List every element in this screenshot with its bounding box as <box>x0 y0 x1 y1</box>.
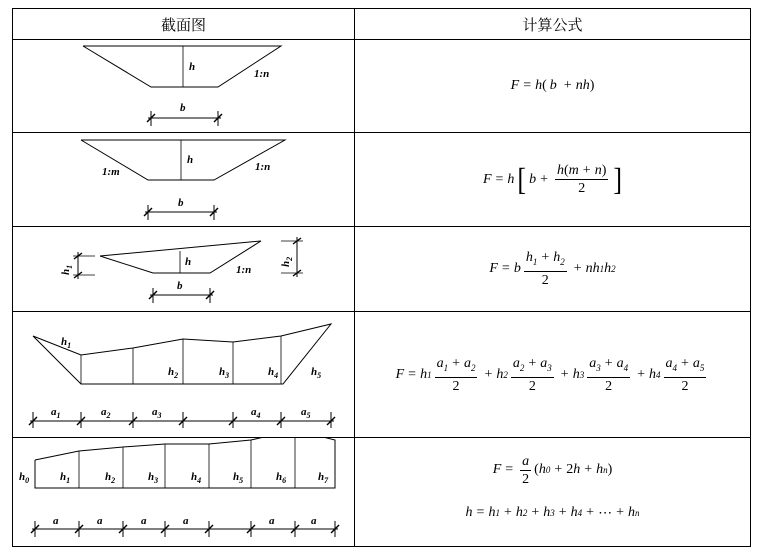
label-a2: $a_2$ <box>101 406 111 420</box>
label-slope-n: 1:n <box>255 161 271 173</box>
label-h2: $h_2$ <box>168 366 179 380</box>
label-h5: $h_5$ <box>311 366 322 380</box>
label-h4: $h_4$ <box>268 366 279 380</box>
header-formula: 计算公式 <box>522 16 583 34</box>
trapezoid-section-diagram <box>13 40 354 132</box>
header-section-diagram: 截面图 <box>160 16 206 34</box>
label-a: a <box>269 515 275 527</box>
label-h2: $h_2$ <box>105 471 116 485</box>
label-h1: $h_1$ <box>60 264 74 275</box>
label-h0: $h_0$ <box>19 471 30 485</box>
label-h5: $h_5$ <box>233 471 244 485</box>
formula-row-3: F = b $\frac{h_1 + h_2}{2}$ + n h 1 h 2 <box>489 250 616 288</box>
label-a: a <box>183 515 189 527</box>
label-h: h <box>189 61 196 73</box>
label-slope-n: 1:n <box>236 264 252 276</box>
equal-spacing-section-diagram <box>13 438 354 548</box>
label-a4: $a_4$ <box>251 406 261 420</box>
formula-row-4: F = h 1 $\frac{a_1 + a_2}{2}$ + h 2 $\frac{a_2 + a_3}{2}$ + h 3 $\frac{a_3 + a_4}{2}$ + h 4 $\frac{a_4 + a_5}{2}$ <box>395 355 705 394</box>
label-a: a <box>97 515 103 527</box>
label-h3: $h_3$ <box>219 366 230 380</box>
label-a5: $a_5$ <box>301 406 311 420</box>
label-h7: $h_7$ <box>318 471 329 485</box>
formula-row-1: F = h ( b + n h ) <box>510 78 595 93</box>
label-a: a <box>311 515 317 527</box>
label-h: h <box>187 154 194 166</box>
formula-table <box>12 8 751 547</box>
label-a1: $a_1$ <box>51 406 61 420</box>
label-slope-m: 1:m <box>102 166 120 178</box>
label-a: a <box>141 515 147 527</box>
formula-row-2: F = h [ b + $\frac{h(m + n)}{2}$ ] <box>482 161 623 197</box>
irregular-section-diagram <box>13 312 354 437</box>
label-h6: $h_6$ <box>276 471 287 485</box>
unequal-depth-section-diagram <box>13 227 354 311</box>
label-slope-n: 1:n <box>254 68 270 80</box>
label-h2: $h_2$ <box>280 256 294 267</box>
label-h: h <box>185 256 192 268</box>
formula-row-5b: h = h 1 + h 2 + h 3 + h 4 + ⋯ + h n <box>465 505 640 521</box>
label-a: a <box>53 515 59 527</box>
formula-row-5a: F = $\frac{a}{2}$ ( h 0 + 2 h + h n ) <box>492 453 613 487</box>
label-b: b <box>177 280 183 292</box>
label-a3: $a_3$ <box>152 406 162 420</box>
label-h4: $h_4$ <box>191 471 202 485</box>
label-h3: $h_3$ <box>148 471 159 485</box>
label-h1: $h_1$ <box>60 471 71 485</box>
label-h1: $h_1$ <box>61 336 72 350</box>
label-b: b <box>180 102 186 114</box>
trapezoid-two-slope-diagram <box>13 133 354 226</box>
label-b: b <box>178 197 184 209</box>
